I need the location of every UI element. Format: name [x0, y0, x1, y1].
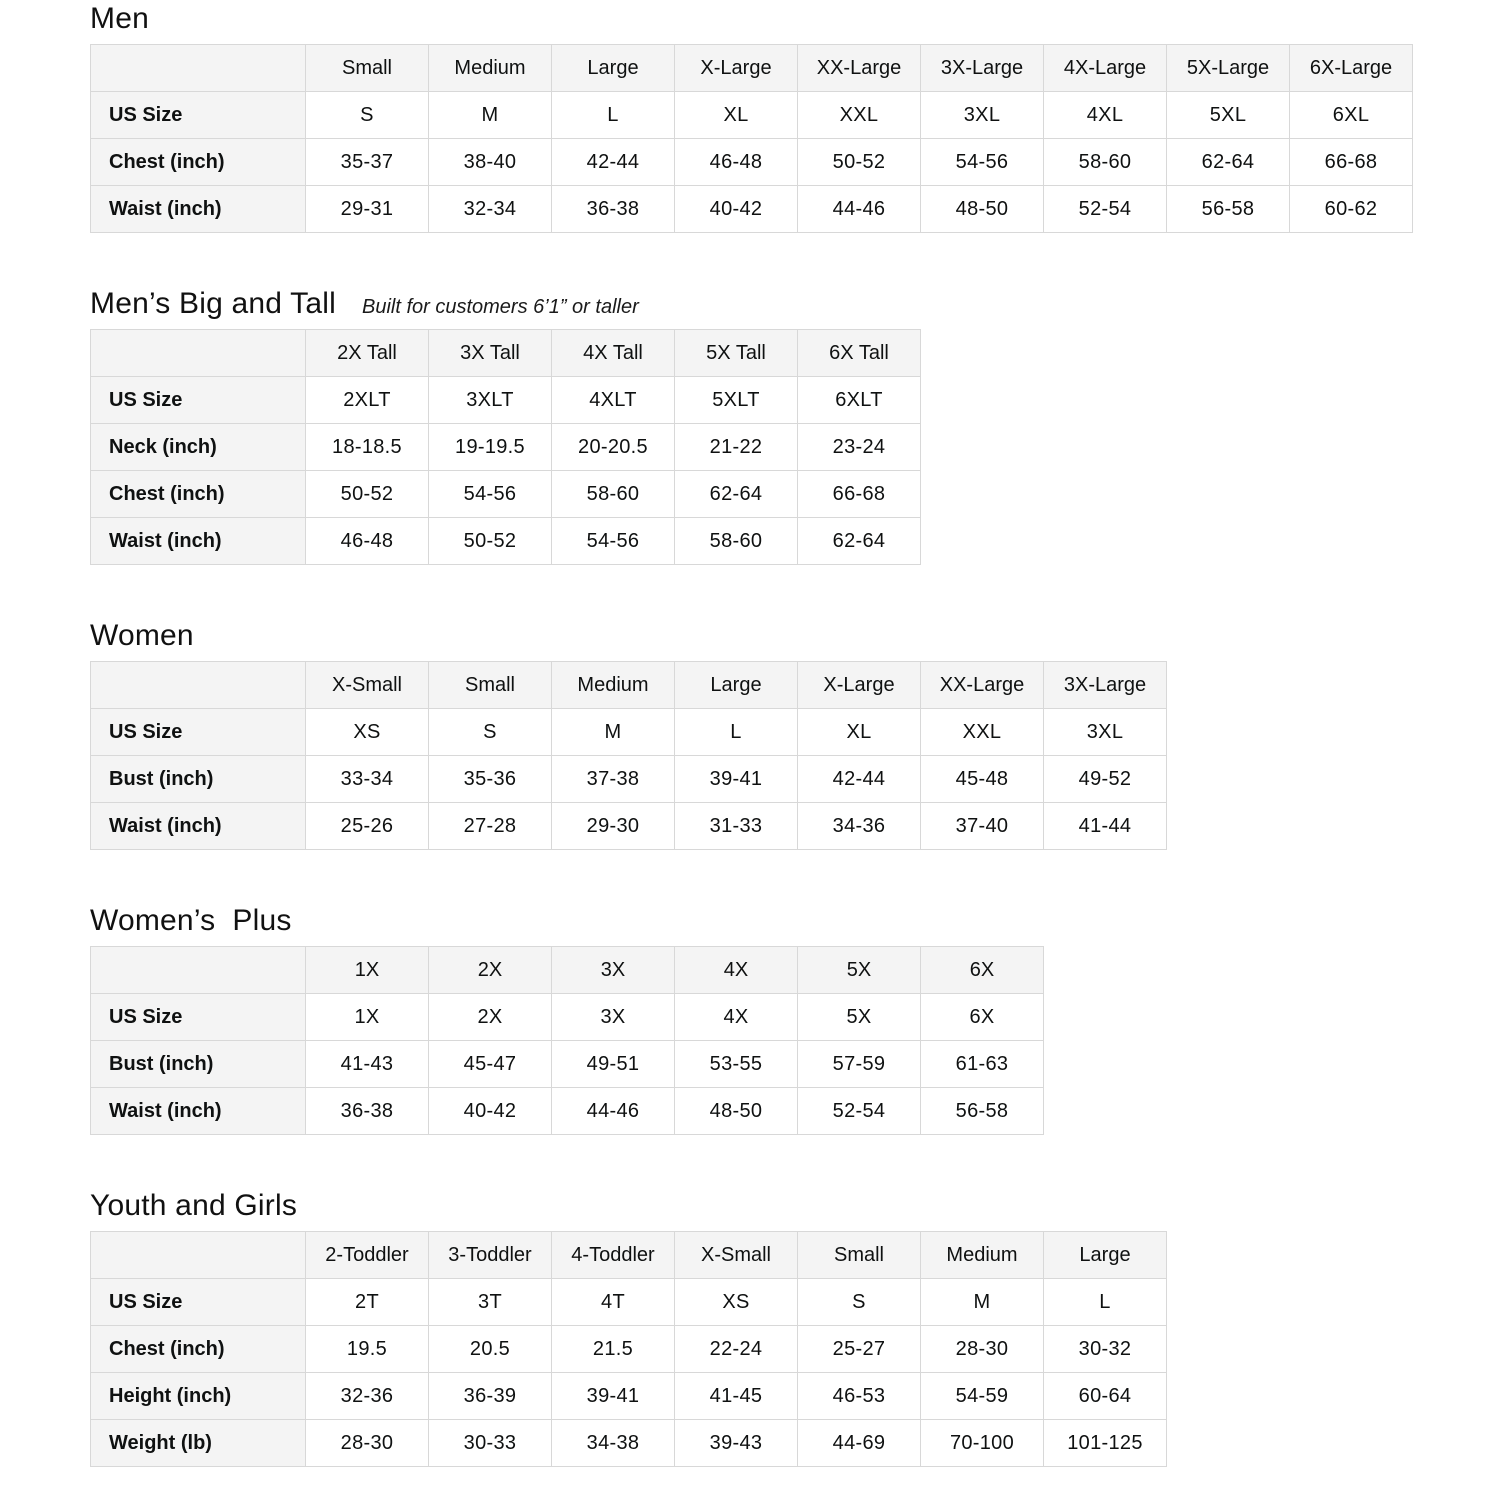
size-value-cell: 45-48	[921, 756, 1044, 803]
section-womens-plus	[90, 904, 1457, 1135]
section-heading	[90, 287, 1457, 320]
column-header: 6X	[921, 947, 1044, 994]
size-value-cell: 54-56	[921, 139, 1044, 186]
section-heading	[90, 619, 1457, 652]
size-value-cell: 39-41	[552, 1373, 675, 1420]
column-header: Large	[1044, 1232, 1167, 1279]
corner-cell	[91, 45, 306, 92]
size-value-cell: 36-38	[552, 186, 675, 233]
column-header: Medium	[921, 1232, 1044, 1279]
size-value-cell: 52-54	[798, 1088, 921, 1135]
size-value-cell: 50-52	[306, 471, 429, 518]
size-value-cell: 61-63	[921, 1041, 1044, 1088]
column-header: Small	[798, 1232, 921, 1279]
table-row	[91, 92, 1413, 139]
column-header: X-Large	[798, 662, 921, 709]
row-label: Waist (inch)	[91, 518, 306, 565]
size-value-cell: 48-50	[675, 1088, 798, 1135]
size-value-cell: 32-34	[429, 186, 552, 233]
size-value-cell: 58-60	[1044, 139, 1167, 186]
size-value-cell: 1X	[306, 994, 429, 1041]
row-label: US Size	[91, 709, 306, 756]
column-header: 5X Tall	[675, 330, 798, 377]
column-header: Medium	[552, 662, 675, 709]
size-value-cell: 28-30	[921, 1326, 1044, 1373]
column-header: 4X-Large	[1044, 45, 1167, 92]
table-row	[91, 1373, 1167, 1420]
size-value-cell: 27-28	[429, 803, 552, 850]
table-row	[91, 518, 921, 565]
corner-cell	[91, 662, 306, 709]
table-row	[91, 756, 1167, 803]
size-value-cell: 6X	[921, 994, 1044, 1041]
size-value-cell: 5XL	[1167, 92, 1290, 139]
size-value-cell: S	[429, 709, 552, 756]
size-value-cell: 36-39	[429, 1373, 552, 1420]
section-title-womens-plus: Women’s Plus	[90, 904, 292, 937]
column-header: 4X	[675, 947, 798, 994]
size-value-cell: 3XLT	[429, 377, 552, 424]
youth-and-girls-size-table	[90, 1231, 1167, 1467]
size-value-cell: 25-27	[798, 1326, 921, 1373]
size-value-cell: 53-55	[675, 1041, 798, 1088]
size-value-cell: 22-24	[675, 1326, 798, 1373]
size-value-cell: 28-30	[306, 1420, 429, 1467]
size-value-cell: S	[798, 1279, 921, 1326]
size-value-cell: 29-30	[552, 803, 675, 850]
size-value-cell: 25-26	[306, 803, 429, 850]
header-row	[91, 330, 921, 377]
section-title-women: Women	[90, 619, 194, 652]
size-value-cell: 29-31	[306, 186, 429, 233]
column-header: X-Large	[675, 45, 798, 92]
size-value-cell: L	[675, 709, 798, 756]
table-row	[91, 1088, 1044, 1135]
size-value-cell: M	[552, 709, 675, 756]
size-value-cell: 33-34	[306, 756, 429, 803]
size-value-cell: 54-59	[921, 1373, 1044, 1420]
size-value-cell: 32-36	[306, 1373, 429, 1420]
size-value-cell: 58-60	[675, 518, 798, 565]
header-row	[91, 1232, 1167, 1279]
size-value-cell: 50-52	[798, 139, 921, 186]
size-value-cell: 21-22	[675, 424, 798, 471]
row-label: US Size	[91, 377, 306, 424]
size-value-cell: 4XL	[1044, 92, 1167, 139]
size-value-cell: 3X	[552, 994, 675, 1041]
table-row	[91, 139, 1413, 186]
size-value-cell: 60-62	[1290, 186, 1413, 233]
section-title-youth-and-girls: Youth and Girls	[90, 1189, 298, 1222]
size-value-cell: 41-43	[306, 1041, 429, 1088]
size-value-cell: 45-47	[429, 1041, 552, 1088]
size-value-cell: 62-64	[675, 471, 798, 518]
row-label: Chest (inch)	[91, 1326, 306, 1373]
size-value-cell: XXL	[921, 709, 1044, 756]
row-label: US Size	[91, 92, 306, 139]
column-header: 3X-Large	[1044, 662, 1167, 709]
column-header: 4X Tall	[552, 330, 675, 377]
size-value-cell: 20-20.5	[552, 424, 675, 471]
table-row	[91, 424, 921, 471]
size-value-cell: 30-33	[429, 1420, 552, 1467]
size-value-cell: 37-40	[921, 803, 1044, 850]
column-header: 2-Toddler	[306, 1232, 429, 1279]
column-header: 3-Toddler	[429, 1232, 552, 1279]
size-value-cell: 49-52	[1044, 756, 1167, 803]
size-value-cell: 19-19.5	[429, 424, 552, 471]
size-value-cell: 21.5	[552, 1326, 675, 1373]
size-value-cell: 2T	[306, 1279, 429, 1326]
section-heading	[90, 1189, 1457, 1222]
men-size-table	[90, 44, 1413, 233]
column-header: Small	[306, 45, 429, 92]
size-value-cell: 5XLT	[675, 377, 798, 424]
row-label: US Size	[91, 1279, 306, 1326]
column-header: X-Small	[675, 1232, 798, 1279]
size-value-cell: 39-43	[675, 1420, 798, 1467]
column-header: Large	[552, 45, 675, 92]
header-row	[91, 947, 1044, 994]
column-header: 2X Tall	[306, 330, 429, 377]
size-value-cell: 35-37	[306, 139, 429, 186]
size-value-cell: 44-46	[798, 186, 921, 233]
size-value-cell: 36-38	[306, 1088, 429, 1135]
size-value-cell: XL	[675, 92, 798, 139]
size-value-cell: XS	[306, 709, 429, 756]
size-value-cell: 2X	[429, 994, 552, 1041]
size-value-cell: 42-44	[552, 139, 675, 186]
size-value-cell: 5X	[798, 994, 921, 1041]
column-header: X-Small	[306, 662, 429, 709]
column-header: 4-Toddler	[552, 1232, 675, 1279]
size-value-cell: 20.5	[429, 1326, 552, 1373]
section-title-men: Men	[90, 2, 149, 35]
size-value-cell: 41-44	[1044, 803, 1167, 850]
column-header: XX-Large	[798, 45, 921, 92]
size-value-cell: 3XL	[921, 92, 1044, 139]
table-row	[91, 377, 921, 424]
size-value-cell: 66-68	[1290, 139, 1413, 186]
size-value-cell: 4XLT	[552, 377, 675, 424]
header-row	[91, 45, 1413, 92]
table-row	[91, 1041, 1044, 1088]
size-value-cell: 56-58	[921, 1088, 1044, 1135]
section-heading	[90, 2, 1457, 35]
section-mens-big-and-tall	[90, 287, 1457, 565]
table-row	[91, 1420, 1167, 1467]
column-header: 5X-Large	[1167, 45, 1290, 92]
section-heading	[90, 904, 1457, 937]
size-value-cell: M	[921, 1279, 1044, 1326]
size-value-cell: 6XLT	[798, 377, 921, 424]
section-subtitle: Built for customers 6’1” or taller	[361, 296, 639, 318]
row-label: Bust (inch)	[91, 756, 306, 803]
row-label: Chest (inch)	[91, 471, 306, 518]
size-value-cell: XS	[675, 1279, 798, 1326]
section-men	[90, 2, 1457, 233]
size-value-cell: 62-64	[1167, 139, 1290, 186]
corner-cell	[91, 330, 306, 377]
size-value-cell: 56-58	[1167, 186, 1290, 233]
row-label: Chest (inch)	[91, 139, 306, 186]
column-header: 2X	[429, 947, 552, 994]
size-value-cell: XXL	[798, 92, 921, 139]
column-header: 6X-Large	[1290, 45, 1413, 92]
row-label: Neck (inch)	[91, 424, 306, 471]
size-value-cell: 30-32	[1044, 1326, 1167, 1373]
column-header: 6X Tall	[798, 330, 921, 377]
row-label: Waist (inch)	[91, 186, 306, 233]
size-value-cell: 37-38	[552, 756, 675, 803]
size-value-cell: 40-42	[429, 1088, 552, 1135]
size-value-cell: 42-44	[798, 756, 921, 803]
size-value-cell: 52-54	[1044, 186, 1167, 233]
size-value-cell: 40-42	[675, 186, 798, 233]
size-value-cell: 54-56	[552, 518, 675, 565]
size-value-cell: L	[552, 92, 675, 139]
table-row	[91, 803, 1167, 850]
size-value-cell: 62-64	[798, 518, 921, 565]
corner-cell	[91, 947, 306, 994]
section-women	[90, 619, 1457, 850]
column-header: Small	[429, 662, 552, 709]
size-value-cell: 38-40	[429, 139, 552, 186]
row-label: Height (inch)	[91, 1373, 306, 1420]
column-header: Large	[675, 662, 798, 709]
row-label: Waist (inch)	[91, 1088, 306, 1135]
column-header: 1X	[306, 947, 429, 994]
size-value-cell: 46-48	[306, 518, 429, 565]
size-value-cell: 46-48	[675, 139, 798, 186]
size-value-cell: 31-33	[675, 803, 798, 850]
size-value-cell: M	[429, 92, 552, 139]
section-youth-and-girls	[90, 1189, 1457, 1467]
size-value-cell: 4T	[552, 1279, 675, 1326]
table-row	[91, 471, 921, 518]
corner-cell	[91, 1232, 306, 1279]
women-size-table	[90, 661, 1167, 850]
size-value-cell: 44-46	[552, 1088, 675, 1135]
size-value-cell: 58-60	[552, 471, 675, 518]
size-value-cell: 6XL	[1290, 92, 1413, 139]
size-value-cell: 39-41	[675, 756, 798, 803]
size-value-cell: 3T	[429, 1279, 552, 1326]
column-header: 3X	[552, 947, 675, 994]
size-value-cell: 60-64	[1044, 1373, 1167, 1420]
size-value-cell: 50-52	[429, 518, 552, 565]
size-value-cell: 49-51	[552, 1041, 675, 1088]
size-value-cell: S	[306, 92, 429, 139]
row-label: US Size	[91, 994, 306, 1041]
size-value-cell: 34-38	[552, 1420, 675, 1467]
size-value-cell: 35-36	[429, 756, 552, 803]
table-row	[91, 1279, 1167, 1326]
column-header: 3X Tall	[429, 330, 552, 377]
size-value-cell: 34-36	[798, 803, 921, 850]
table-row	[91, 186, 1413, 233]
size-value-cell: 70-100	[921, 1420, 1044, 1467]
mens-big-and-tall-size-table	[90, 329, 921, 565]
size-value-cell: 46-53	[798, 1373, 921, 1420]
size-value-cell: 101-125	[1044, 1420, 1167, 1467]
section-title-mens-big-and-tall: Men’s Big and Tall	[90, 287, 336, 320]
row-label: Bust (inch)	[91, 1041, 306, 1088]
size-value-cell: 23-24	[798, 424, 921, 471]
size-value-cell: XL	[798, 709, 921, 756]
column-header: 3X-Large	[921, 45, 1044, 92]
table-row	[91, 709, 1167, 756]
size-value-cell: 18-18.5	[306, 424, 429, 471]
size-value-cell: 2XLT	[306, 377, 429, 424]
table-row	[91, 994, 1044, 1041]
header-row	[91, 662, 1167, 709]
womens-plus-size-table	[90, 946, 1044, 1135]
size-value-cell: 57-59	[798, 1041, 921, 1088]
row-label: Weight (lb)	[91, 1420, 306, 1467]
column-header: XX-Large	[921, 662, 1044, 709]
size-value-cell: 48-50	[921, 186, 1044, 233]
size-value-cell: 41-45	[675, 1373, 798, 1420]
column-header: 5X	[798, 947, 921, 994]
size-value-cell: 44-69	[798, 1420, 921, 1467]
size-value-cell: 4X	[675, 994, 798, 1041]
table-row	[91, 1326, 1167, 1373]
size-value-cell: 19.5	[306, 1326, 429, 1373]
column-header: Medium	[429, 45, 552, 92]
size-value-cell: 66-68	[798, 471, 921, 518]
size-value-cell: L	[1044, 1279, 1167, 1326]
size-value-cell: 54-56	[429, 471, 552, 518]
row-label: Waist (inch)	[91, 803, 306, 850]
size-value-cell: 3XL	[1044, 709, 1167, 756]
